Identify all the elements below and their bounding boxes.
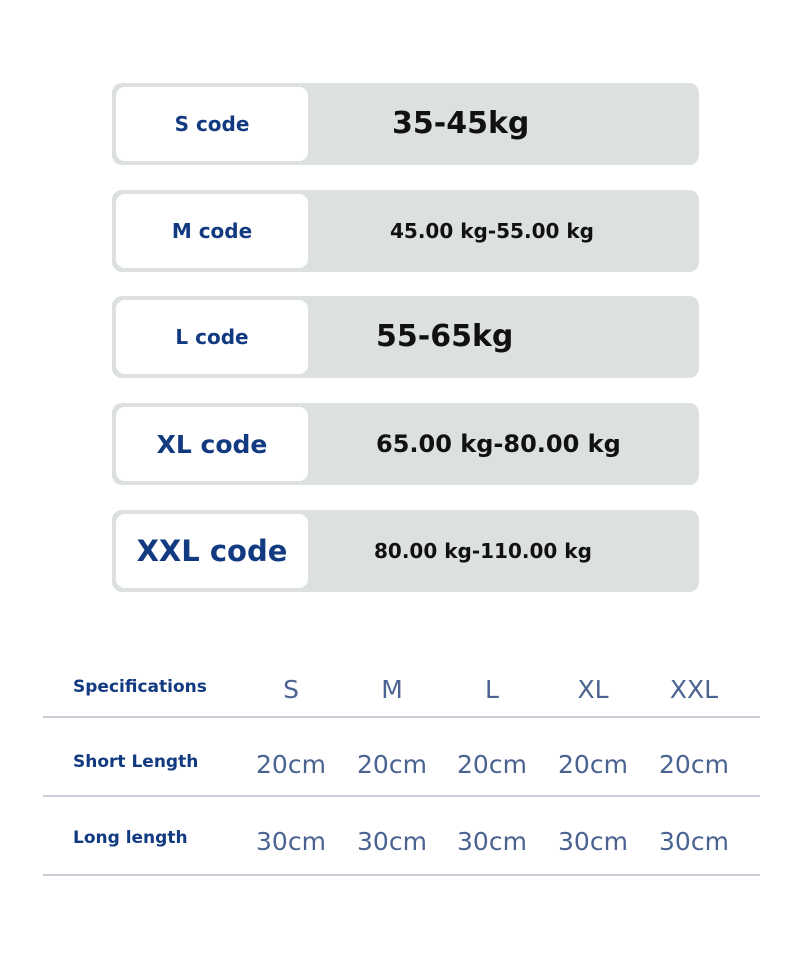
table-row [43, 718, 760, 797]
weight-range: 80.00 kg-110.00 kg [374, 539, 592, 563]
size-code-label: L code [175, 325, 249, 349]
weight-range: 45.00 kg-55.00 kg [390, 219, 594, 243]
size-column-header: XXL [669, 675, 719, 704]
size-row-xxl [112, 510, 699, 592]
specifications-header: Specifications [73, 677, 207, 697]
size-column-header: XL [577, 675, 609, 704]
size-column-header: L [485, 675, 499, 704]
table-cell: 30cm [357, 827, 427, 856]
size-row-l [112, 296, 699, 378]
table-cell: 30cm [558, 827, 628, 856]
size-label-box [116, 407, 308, 481]
size-label-box [116, 87, 308, 161]
table-header-row [43, 655, 760, 718]
size-code-label: S code [174, 112, 250, 136]
weight-range: 35-45kg [392, 106, 530, 141]
size-column-header: M [381, 675, 403, 704]
table-cell: 30cm [659, 827, 729, 856]
size-code-label: XL code [156, 429, 268, 459]
row-label-short-length: Short Length [73, 752, 199, 772]
size-row-xl [112, 403, 699, 485]
size-column-header: S [283, 675, 299, 704]
size-label-box [116, 514, 308, 588]
specifications-table [43, 655, 760, 876]
size-code-label: XXL code [136, 534, 288, 568]
size-label-box [116, 300, 308, 374]
table-cell: 20cm [256, 750, 326, 779]
table-cell: 30cm [256, 827, 326, 856]
size-row-m [112, 190, 699, 272]
row-label-long-length: Long length [73, 828, 188, 848]
size-code-label: M code [171, 219, 253, 243]
weight-range: 55-65kg [376, 319, 514, 354]
table-cell: 20cm [659, 750, 729, 779]
size-label-box [116, 194, 308, 268]
table-cell: 20cm [558, 750, 628, 779]
table-cell: 30cm [457, 827, 527, 856]
table-row [43, 797, 760, 876]
size-row-s [112, 83, 699, 165]
weight-range: 65.00 kg-80.00 kg [376, 430, 621, 458]
table-cell: 20cm [457, 750, 527, 779]
table-cell: 20cm [357, 750, 427, 779]
